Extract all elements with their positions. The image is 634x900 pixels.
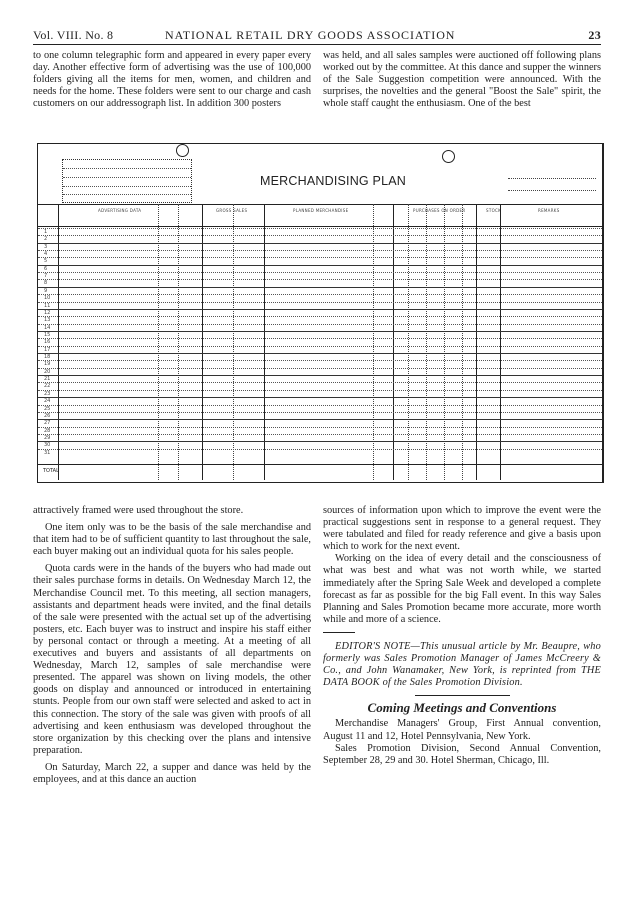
form-row xyxy=(38,405,602,406)
section-heading: Coming Meetings and Conventions xyxy=(367,700,557,716)
row-label: 2 xyxy=(44,236,48,243)
form-summary-box xyxy=(62,159,192,203)
paragraph: to one column telegraphic form and appeared in every paper every day. Another effective form of advertising was the use of 100,000 folders giving all the items for men, women, and children and needs for the home. These folders were sent to our charge and cash customers on our addressograph list. In addition 300 posters xyxy=(33,50,311,110)
form-row xyxy=(38,243,602,244)
volume-label: Vol. VIII. No. 8 xyxy=(33,28,114,42)
form-row xyxy=(38,228,602,229)
form-row xyxy=(38,346,602,347)
form-row xyxy=(38,287,602,288)
row-label: 11 xyxy=(44,302,51,309)
row-label: 1 xyxy=(44,229,48,235)
form-row xyxy=(38,353,602,354)
paragraph: was held, and all sales samples were auctioned off following plans worked out by the committee. At this dance and supper the winners of the Sale Suggestion competition were announced. With the surprises, the novelties and the general "Boost the Sale" spirit, the whole staff caught the enthusiasm. One of the best xyxy=(323,50,601,110)
form-row xyxy=(38,309,602,310)
total-row xyxy=(38,464,602,465)
paragraph: Working on the idea of every detail and the consciousness of what was best and what was not worth while, we started immediately after the Spring Sale Week and developed a complete forecast as far as possible for the big Fall event. In this way Sales Planning and Sales Promotion became more accurate, more worth while and more of a science. xyxy=(323,553,601,625)
merchandising-plan-form xyxy=(37,143,604,483)
form-row xyxy=(38,419,602,420)
form-row xyxy=(38,265,602,266)
row-label: 16 xyxy=(44,339,51,346)
column-group-label: PURCHASES ON ORDER xyxy=(413,208,466,213)
top-right-column xyxy=(323,50,601,110)
row-label: 19 xyxy=(44,361,51,368)
row-label: 18 xyxy=(44,354,51,361)
row-label: 6 xyxy=(44,265,48,272)
meeting-entry: Merchandise Managers' Group, First Annual convention, August 11 and 12, Hotel Pennsylvania, New York. xyxy=(323,718,601,742)
form-field-line xyxy=(508,190,596,191)
row-label: 30 xyxy=(44,442,51,449)
row-label: 14 xyxy=(44,324,51,331)
row-label: 9 xyxy=(44,287,48,294)
form-row xyxy=(38,302,602,303)
row-label: 25 xyxy=(44,405,51,412)
divider xyxy=(415,695,510,696)
punch-hole-icon xyxy=(442,150,455,163)
row-label: 26 xyxy=(44,412,51,419)
form-row xyxy=(38,324,602,325)
column-group-label: ADVERTISING DATA xyxy=(98,208,142,213)
form-row xyxy=(38,257,602,258)
form-row xyxy=(38,279,602,280)
total-label: TOTAL xyxy=(43,468,59,474)
editors-note: EDITOR'S NOTE—This unusual article by Mr. Beaupre, who formerly was Sales Promotion Manager of James McCreery & Co., and John Wanamaker, New York, is reprinted from THE DATA BOOK of the Sales Promotion Division. xyxy=(323,640,601,689)
row-label: 13 xyxy=(44,317,51,324)
form-row xyxy=(38,235,602,236)
form-row xyxy=(38,427,602,428)
form-row xyxy=(38,434,602,435)
page-number: 23 xyxy=(588,28,601,42)
form-field-line xyxy=(508,178,596,179)
row-label: 12 xyxy=(44,309,51,316)
top-left-column xyxy=(33,50,311,110)
row-label: 20 xyxy=(44,368,51,375)
row-label: 3 xyxy=(44,243,48,250)
column-group-label: REMARKS xyxy=(538,208,560,213)
row-label: 21 xyxy=(44,376,51,383)
form-row xyxy=(38,441,602,442)
form-header-row xyxy=(38,204,602,227)
paragraph: attractively framed were used throughout the store. xyxy=(33,505,244,516)
form-row xyxy=(38,360,602,361)
running-header xyxy=(33,28,601,45)
row-label: 28 xyxy=(44,427,51,434)
row-label: 22 xyxy=(44,383,51,390)
form-row xyxy=(38,375,602,376)
row-label: 4 xyxy=(44,251,48,258)
paragraph: sources of information upon which to improve the event were the practical suggestions sent in response to a general request. They were tabulated and filed for ready reference and give a basis upon which to work for the next event. xyxy=(323,505,601,553)
row-label: 29 xyxy=(44,434,51,441)
row-label: 15 xyxy=(44,331,51,338)
bottom-right-column xyxy=(323,505,601,767)
form-row xyxy=(38,338,602,339)
form-row xyxy=(38,250,602,251)
row-label: 27 xyxy=(44,420,51,427)
form-row xyxy=(38,294,602,295)
form-row xyxy=(38,449,602,450)
column-group-label: PLANNED MERCHANDISE xyxy=(293,208,349,213)
bottom-left-column xyxy=(33,505,311,786)
row-label: 24 xyxy=(44,398,51,405)
meeting-entry: Sales Promotion Division, Second Annual Convention, September 28, 29 and 30. Hotel Sherman, Chicago, Ill. xyxy=(323,742,601,766)
form-row xyxy=(38,397,602,398)
paragraph: On Saturday, March 22, a supper and dance was held by the employees, and at this dance an auction xyxy=(33,761,311,785)
paragraph: Quota cards were in the hands of the buyers who had made out their sales purchase forms in details. On Wednesday March 12, the Merchandise Council met. To this meeting, all section managers, assistants and department heads were invited, and the final details of the sale were presented with the actual set up of the advertising posters, etc. Each buyer was to instruct and inspire his staff either by personal contact or through a meeting. At a meeting of all executives and buyers and assistants of all departments on Wednesday, March 12, samples of sale merchandise were presented. The apparel was shown on living models, the other goods on display and announced or introduced in entertaining stunts. People from our own staff were selected and asked to act in this connection. The story of the sale was given with proofs of all advertising and keen enthusiasm was developed throughout the store organization by this checking over the plans and intensive preparation. xyxy=(33,563,311,756)
row-label: 8 xyxy=(44,280,48,287)
row-label: 5 xyxy=(44,258,48,265)
form-row xyxy=(38,382,602,383)
form-row xyxy=(38,272,602,273)
divider xyxy=(323,632,355,633)
row-label: 10 xyxy=(44,295,51,302)
row-label: 31 xyxy=(44,449,51,456)
column-group-label: GROSS SALES xyxy=(216,208,248,213)
form-row xyxy=(38,412,602,413)
publication-title: NATIONAL RETAIL DRY GOODS ASSOCIATION xyxy=(165,28,456,42)
form-grid xyxy=(38,228,602,456)
paragraph: One item only was to be the basis of the sale merchandise and that item had to be of sufficient quantity to last throughout the sale, each buyer making out an individual quota for his sales people. xyxy=(33,522,311,558)
form-row xyxy=(38,390,602,391)
column-group-label: STOCK xyxy=(486,208,502,213)
form-row xyxy=(38,368,602,369)
form-row xyxy=(38,331,602,332)
form-title: MERCHANDISING PLAN xyxy=(260,174,406,188)
punch-hole-icon xyxy=(176,144,189,157)
row-label: 23 xyxy=(44,390,51,397)
row-label: 17 xyxy=(44,346,51,353)
row-label: 7 xyxy=(44,273,48,280)
form-row xyxy=(38,316,602,317)
